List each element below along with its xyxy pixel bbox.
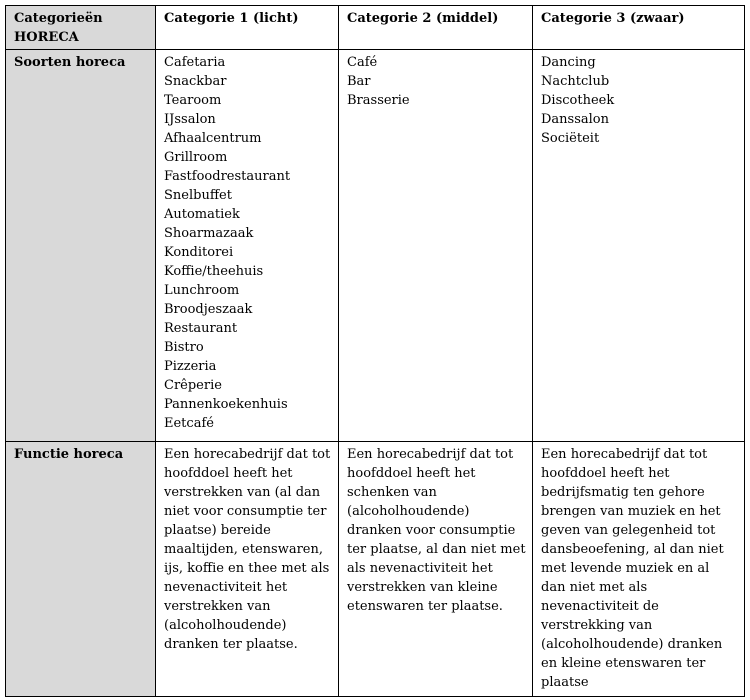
- type-item: Snackbar: [164, 74, 227, 89]
- type-item: Konditorei: [164, 245, 234, 260]
- type-item: Pannenkoekenhuis: [164, 397, 288, 412]
- function-text-line: geven van gelegenheid tot: [541, 523, 716, 538]
- types-cat3-cell: [533, 50, 745, 442]
- function-text-line: niet voor consumptie ter: [164, 504, 327, 519]
- function-cat3-cell: [533, 442, 745, 697]
- corner-header: [6, 6, 156, 50]
- type-item: Restaurant: [164, 321, 238, 336]
- type-item: Fastfoodrestaurant: [164, 169, 291, 184]
- type-item: Dancing: [541, 55, 596, 70]
- function-text-line: schenken van: [347, 485, 437, 500]
- function-text-line: dan niet met als: [541, 580, 648, 595]
- function-text-line: als nevenactiviteit het: [347, 561, 493, 576]
- function-text-line: brengen van muziek en het: [541, 504, 721, 519]
- function-text-line: ter plaatse, al dan niet met: [347, 542, 526, 557]
- function-text-line: verstrekken van: [164, 599, 271, 614]
- function-text-line: verstrekking van: [541, 618, 653, 633]
- function-text-line: (alcoholhoudende): [164, 618, 287, 633]
- function-text-line: (alcoholhoudende) dranken: [541, 637, 723, 652]
- function-text-line: en kleine etenswaren ter: [541, 656, 706, 671]
- type-item: Discotheek: [541, 93, 615, 108]
- category-1-header: Categorie 1 (licht): [156, 6, 339, 50]
- type-item: IJssalon: [164, 112, 216, 127]
- function-text-line: ijs, koffie en thee met als: [164, 561, 330, 576]
- function-text-line: (alcoholhoudende): [347, 504, 470, 519]
- type-item: Danssalon: [541, 112, 609, 127]
- type-item: Nachtclub: [541, 74, 610, 89]
- function-text-line: plaatse: [541, 675, 589, 690]
- header-row: [6, 6, 745, 50]
- function-text-line: dranken voor consumptie: [347, 523, 516, 538]
- type-item: Grillroom: [164, 150, 228, 165]
- type-item: Broodjeszaak: [164, 302, 253, 317]
- function-text-line: verstrekken van (al dan: [164, 485, 321, 500]
- function-text-line: met levende muziek en al: [541, 561, 710, 576]
- types-cat2-cell: [339, 50, 533, 442]
- function-text-line: Een horecabedrijf dat tot: [541, 447, 708, 462]
- function-text-line: dranken ter plaatse.: [164, 637, 298, 652]
- function-text-line: plaatse) bereide: [164, 523, 271, 538]
- function-text-line: Een horecabedrijf dat tot: [347, 447, 514, 462]
- function-cat1-cell: [156, 442, 339, 697]
- function-text-line: maaltijden, etenswaren,: [164, 542, 323, 557]
- type-item: Brasserie: [347, 93, 410, 108]
- type-item: Automatiek: [164, 207, 240, 222]
- type-item: Koffie/theehuis: [164, 264, 264, 279]
- type-item: Bar: [347, 74, 371, 89]
- function-text-line: bedrijfsmatig ten gehore: [541, 485, 705, 500]
- type-item: Shoarmazaak: [164, 226, 254, 241]
- corner-header-line1: Categorieën: [14, 11, 103, 26]
- function-text-line: dansbeoefening, al dan niet: [541, 542, 724, 557]
- type-item: Eetcafé: [164, 416, 214, 431]
- function-text-line: Een horecabedrijf dat tot: [164, 447, 331, 462]
- function-text-line: verstrekken van kleine: [347, 580, 498, 595]
- type-item: Sociëteit: [541, 131, 600, 146]
- type-item: Tearoom: [164, 93, 222, 108]
- function-row-label: Functie horeca: [6, 442, 156, 697]
- types-row: [6, 50, 745, 442]
- type-item: Café: [347, 55, 378, 70]
- type-item: Bistro: [164, 340, 204, 355]
- function-text-line: hoofddoel heeft het: [347, 466, 476, 481]
- horeca-category-table: [5, 5, 745, 697]
- category-3-header: Categorie 3 (zwaar): [533, 6, 745, 50]
- function-cat2-cell: [339, 442, 533, 697]
- function-text-line: nevenactiviteit het: [164, 580, 288, 595]
- types-row-label: Soorten horeca: [6, 50, 156, 442]
- type-item: Snelbuffet: [164, 188, 232, 203]
- type-item: Crêperie: [164, 378, 222, 393]
- type-item: Cafetaria: [164, 55, 226, 70]
- function-text-line: nevenactiviteit de: [541, 599, 659, 614]
- function-text-line: hoofddoel heeft het: [164, 466, 293, 481]
- function-text-line: etenswaren ter plaatse.: [347, 599, 503, 614]
- types-cat1-cell: [156, 50, 339, 442]
- function-row: [6, 442, 745, 697]
- type-item: Pizzeria: [164, 359, 217, 374]
- corner-header-line2: HORECA: [14, 30, 79, 45]
- function-text-line: hoofddoel heeft het: [541, 466, 670, 481]
- type-item: Afhaalcentrum: [164, 131, 262, 146]
- category-2-header: Categorie 2 (middel): [339, 6, 533, 50]
- type-item: Lunchroom: [164, 283, 240, 298]
